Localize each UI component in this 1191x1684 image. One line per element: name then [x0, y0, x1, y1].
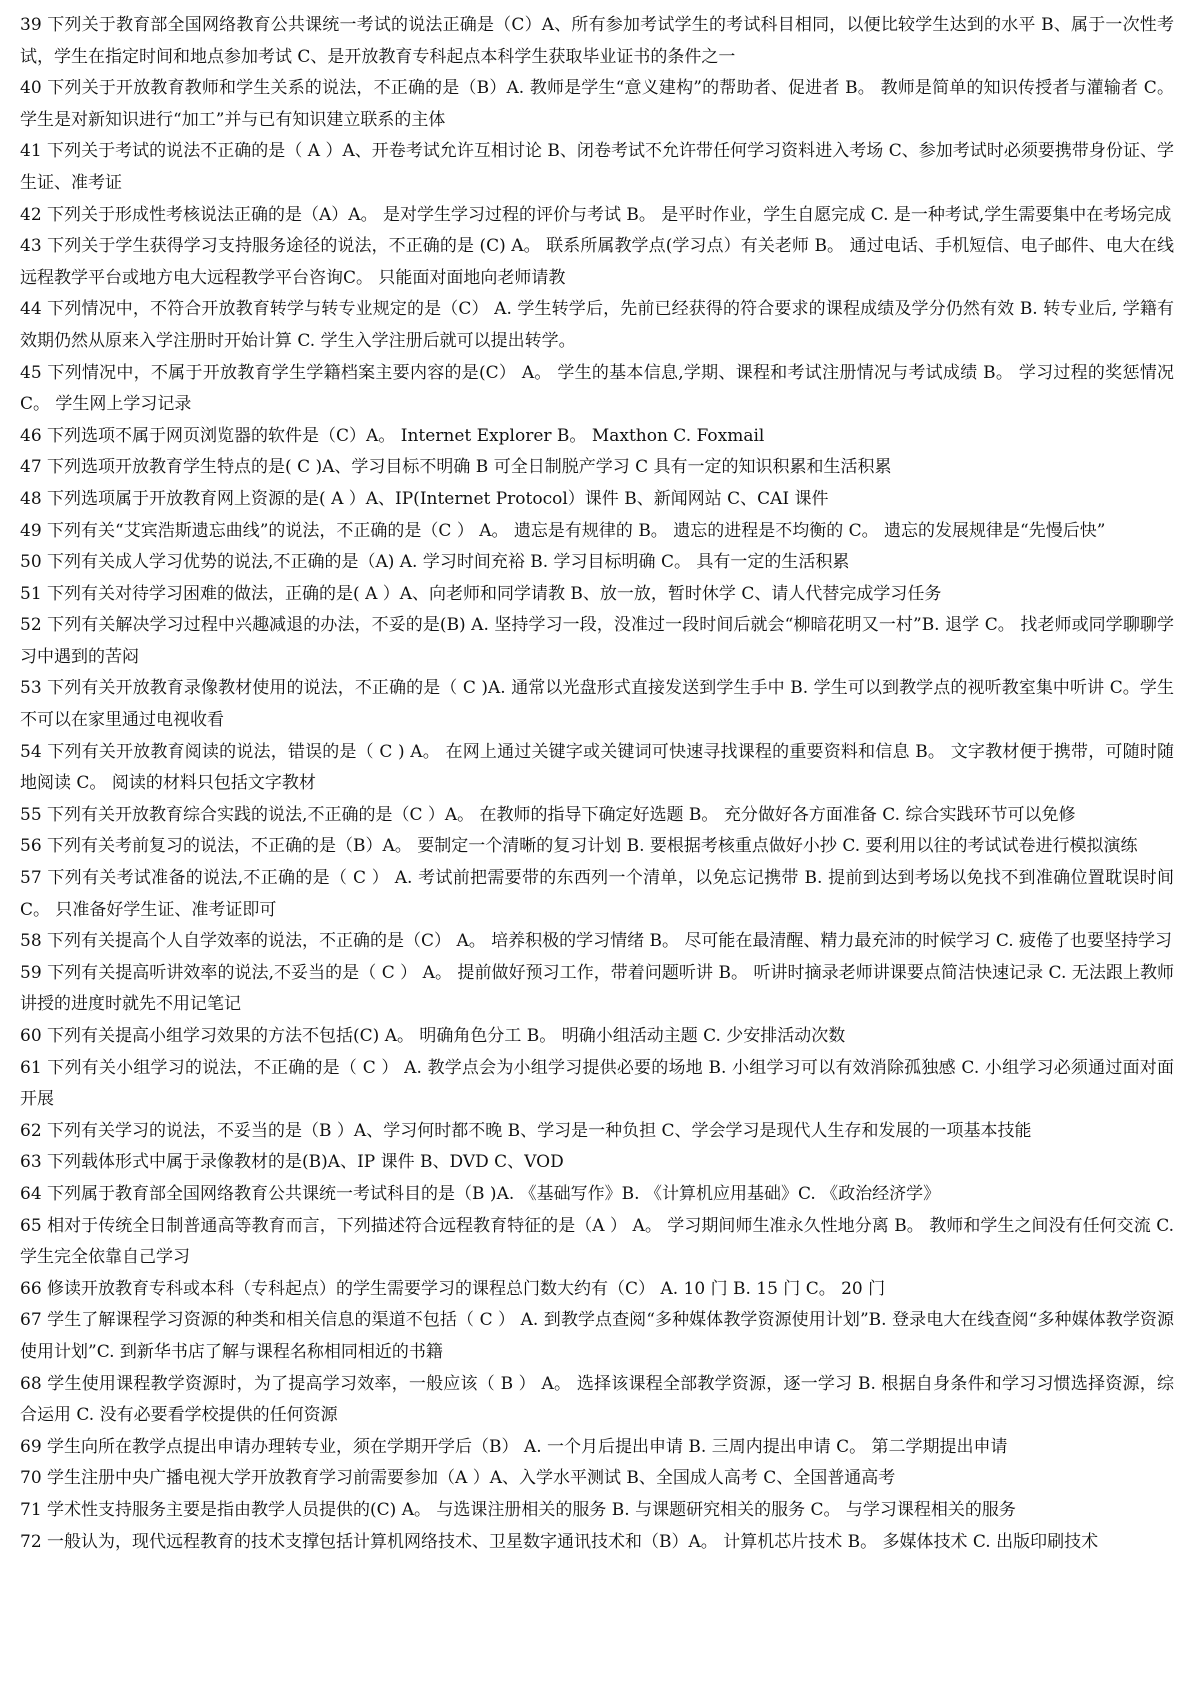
question-64: 64 下列属于教育部全国网络教育公共课统一考试科目的是（B )A. 《基础写作》B. 《计算机应用基础》C. 《政治经济学》	[20, 1183, 941, 1204]
question-46: 46 下列选项不属于网页浏览器的软件是（C）A。 Internet Explorer B。 Maxthon C. Foxmail	[20, 425, 765, 446]
question-51: 51 下列有关对待学习困难的做法，正确的是( A ）A、向老师和同学请教 B、放一放，暂时休学 C、请人代替完成学习任务	[20, 583, 942, 604]
question-54: 54 下列有关开放教育阅读的说法，错误的是（ C ) A。 在网上通过关键字或关键词可快速寻找课程的重要资料和信息 B。 文字教材便于携带，可随时随地阅读 C。 阅读的材料只包括文字教材	[20, 741, 1174, 794]
question-56: 56 下列有关考前复习的说法，不正确的是（B）A。 要制定一个清晰的复习计划 B. 要根据考核重点做好小抄 C. 要利用以往的考试试卷进行模拟演练	[20, 836, 1138, 857]
question-48: 48 下列选项属于开放教育网上资源的是( A ）A、IP(Internet Protocol）课件 B、新闻网站 C、CAI 课件	[20, 488, 829, 509]
question-40: 40 下列关于开放教育教师和学生关系的说法，不正确的是（B）A. 教师是学生“意义建构”的帮助者、促进者 B。 教师是简单的知识传授者与灌输者 C。 学生是对新知识进行“加工”并与已有知识建立联系的主体	[20, 78, 1174, 130]
question-50: 50 下列有关成人学习优势的说法,不正确的是（A) A. 学习时间充裕 B. 学习目标明确 C。 具有一定的生活积累	[20, 552, 850, 573]
question-41: 41 下列关于考试的说法不正确的是（ A ）A、开卷考试允许互相讨论 B、闭卷考试不允许带任何学习资料进入考场 C、参加考试时必须要携带身份证、学生证、准考证	[20, 141, 1174, 193]
question-42: 42 下列关于形成性考核说法正确的是（A）A。 是对学生学习过程的评价与考试 B。 是平时作业，学生自愿完成 C. 是一种考试,学生需要集中在考场完成	[20, 204, 1172, 225]
question-69: 69 学生向所在教学点提出申请办理转专业，须在学期开学后（B） A. 一个月后提出申请 B. 三周内提出申请 C。 第二学期提出申请	[20, 1436, 1008, 1457]
question-39: 39 下列关于教育部全国网络教育公共课统一考试的说法正确是（C）A、所有参加考试学生的考试科目相同，以便比较学生达到的水平 B、属于一次性考试，学生在指定时间和地点参加考试 C、是开放教育专科起点本科学生获取毕业证书的条件之一	[20, 15, 1174, 67]
question-47: 47 下列选项开放教育学生特点的是( C )A、学习目标不明确 B 可全日制脱产学习 C 具有一定的知识积累和生活积累	[20, 457, 892, 478]
question-71: 71 学术性支持服务主要是指由教学人员提供的(C) A。 与选课注册相关的服务 B. 与课题研究相关的服务 C。 与学习课程相关的服务	[20, 1499, 1016, 1520]
question-67: 67 学生了解课程学习资源的种类和相关信息的渠道不包括（ C ） A. 到教学点查阅“多种媒体教学资源使用计划”B. 登录电大在线查阅“多种媒体教学资源使用计划”C. 到新华书店了解与课程名称相同相近的书籍	[20, 1310, 1174, 1362]
question-45: 45 下列情况中，不属于开放教育学生学籍档案主要内容的是(C） A。 学生的基本信息,学期、课程和考试注册情况与考试成绩 B。 学习过程的奖惩情况 C。 学生网上学习记录	[20, 362, 1174, 415]
question-49: 49 下列有关“艾宾浩斯遗忘曲线”的说法，不正确的是（C ） A。 遗忘是有规律的 B。 遗忘的进程是不均衡的 C。 遗忘的发展规律是“先慢后快”	[20, 520, 1106, 541]
document-page	[20, 10, 1174, 1558]
question-60: 60 下列有关提高小组学习效果的方法不包括(C) A。 明确角色分工 B。 明确小组活动主题 C. 少安排活动次数	[20, 1026, 846, 1046]
question-44: 44 下列情况中，不符合开放教育转学与转专业规定的是（C） A. 学生转学后，先前已经获得的符合要求的课程成绩及学分仍然有效 B. 转专业后, 学籍有效期仍然从原来入学注册时开始计算 C. 学生入学注册后就可以提出转学。	[20, 299, 1174, 351]
question-55: 55 下列有关开放教育综合实践的说法,不正确的是（C ）A。 在教师的指导下确定好选题 B。 充分做好各方面准备 C. 综合实践环节可以免修	[20, 804, 1076, 825]
question-58: 58 下列有关提高个人自学效率的说法，不正确的是（C） A。 培养积极的学习情绪 B。 尽可能在最清醒、精力最充沛的时候学习 C. 疲倦了也要坚持学习	[20, 931, 1173, 952]
question-62: 62 下列有关学习的说法，不妥当的是（B ）A、学习何时都不晚 B、学习是一种负担 C、学会学习是现代人生存和发展的一项基本技能	[20, 1120, 1032, 1141]
question-61: 61 下列有关小组学习的说法，不正确的是（ C ） A. 教学点会为小组学习提供必要的场地 B. 小组学习可以有效消除孤独感 C. 小组学习必须通过面对面开展	[20, 1057, 1174, 1110]
question-63: 63 下列载体形式中属于录像教材的是(B)A、IP 课件 B、DVD C、VOD	[20, 1152, 564, 1173]
question-66: 66 修读开放教育专科或本科（专科起点）的学生需要学习的课程总门数大约有（C） A. 10 门 B. 15 门 C。 20 门	[20, 1278, 886, 1299]
question-59: 59 下列有关提高听讲效率的说法,不妥当的是（ C ） A。 提前做好预习工作，带着问题听讲 B。 听讲时摘录老师讲课要点简洁快速记录 C. 无法跟上教师讲授的进度时就先不用记笔记	[20, 962, 1174, 1015]
question-57: 57 下列有关考试准备的说法,不正确的是（ C ） A. 考试前把需要带的东西列一个清单，以免忘记携带 B. 提前到达到考场以免找不到准确位置耽误时间 C。 只准备好学生证、准考证即可	[20, 868, 1174, 920]
question-43: 43 下列关于学生获得学习支持服务途径的说法，不正确的是 (C) A。 联系所属教学点(学习点）有关老师 B。 通过电话、手机短信、电子邮件、电大在线远程教学平台或地方电大远程教学平台咨询C。 只能面对面地向老师请教	[20, 236, 1174, 288]
question-65: 65 相对于传统全日制普通高等教育而言，下列描述符合远程教育特征的是（A ） A。 学习期间师生准永久性地分离 B。 教师和学生之间没有任何交流 C. 学生完全依靠自己学习	[20, 1215, 1174, 1268]
question-53: 53 下列有关开放教育录像教材使用的说法，不正确的是（ C )A. 通常以光盘形式直接发送到学生手中 B. 学生可以到教学点的视听教室集中听讲 C。学生不可以在家里通过电视收看	[20, 678, 1174, 731]
question-70: 70 学生注册中央广播电视大学开放教育学习前需要参加（A ）A、入学水平测试 B、全国成人高考 C、全国普通高考	[20, 1468, 896, 1489]
question-52: 52 下列有关解决学习过程中兴趣减退的办法，不妥的是(B) A. 坚持学习一段，没准过一段时间后就会“柳暗花明又一村”B. 退学 C。 找老师或同学聊聊学习中遇到的苦闷	[20, 615, 1174, 667]
question-72: 72 一般认为，现代远程教育的技术支撑包括计算机网络技术、卫星数字通讯技术和（B）A。 计算机芯片技术 B。 多媒体技术 C. 出版印刷技术	[20, 1531, 1099, 1552]
question-68: 68 学生使用课程教学资源时，为了提高学习效率，一般应该（ B ） A。 选择该课程全部教学资源，逐一学习 B. 根据自身条件和学习习惯选择资源，综合运用 C. 没有必要看学校提供的任何资源	[20, 1373, 1174, 1426]
